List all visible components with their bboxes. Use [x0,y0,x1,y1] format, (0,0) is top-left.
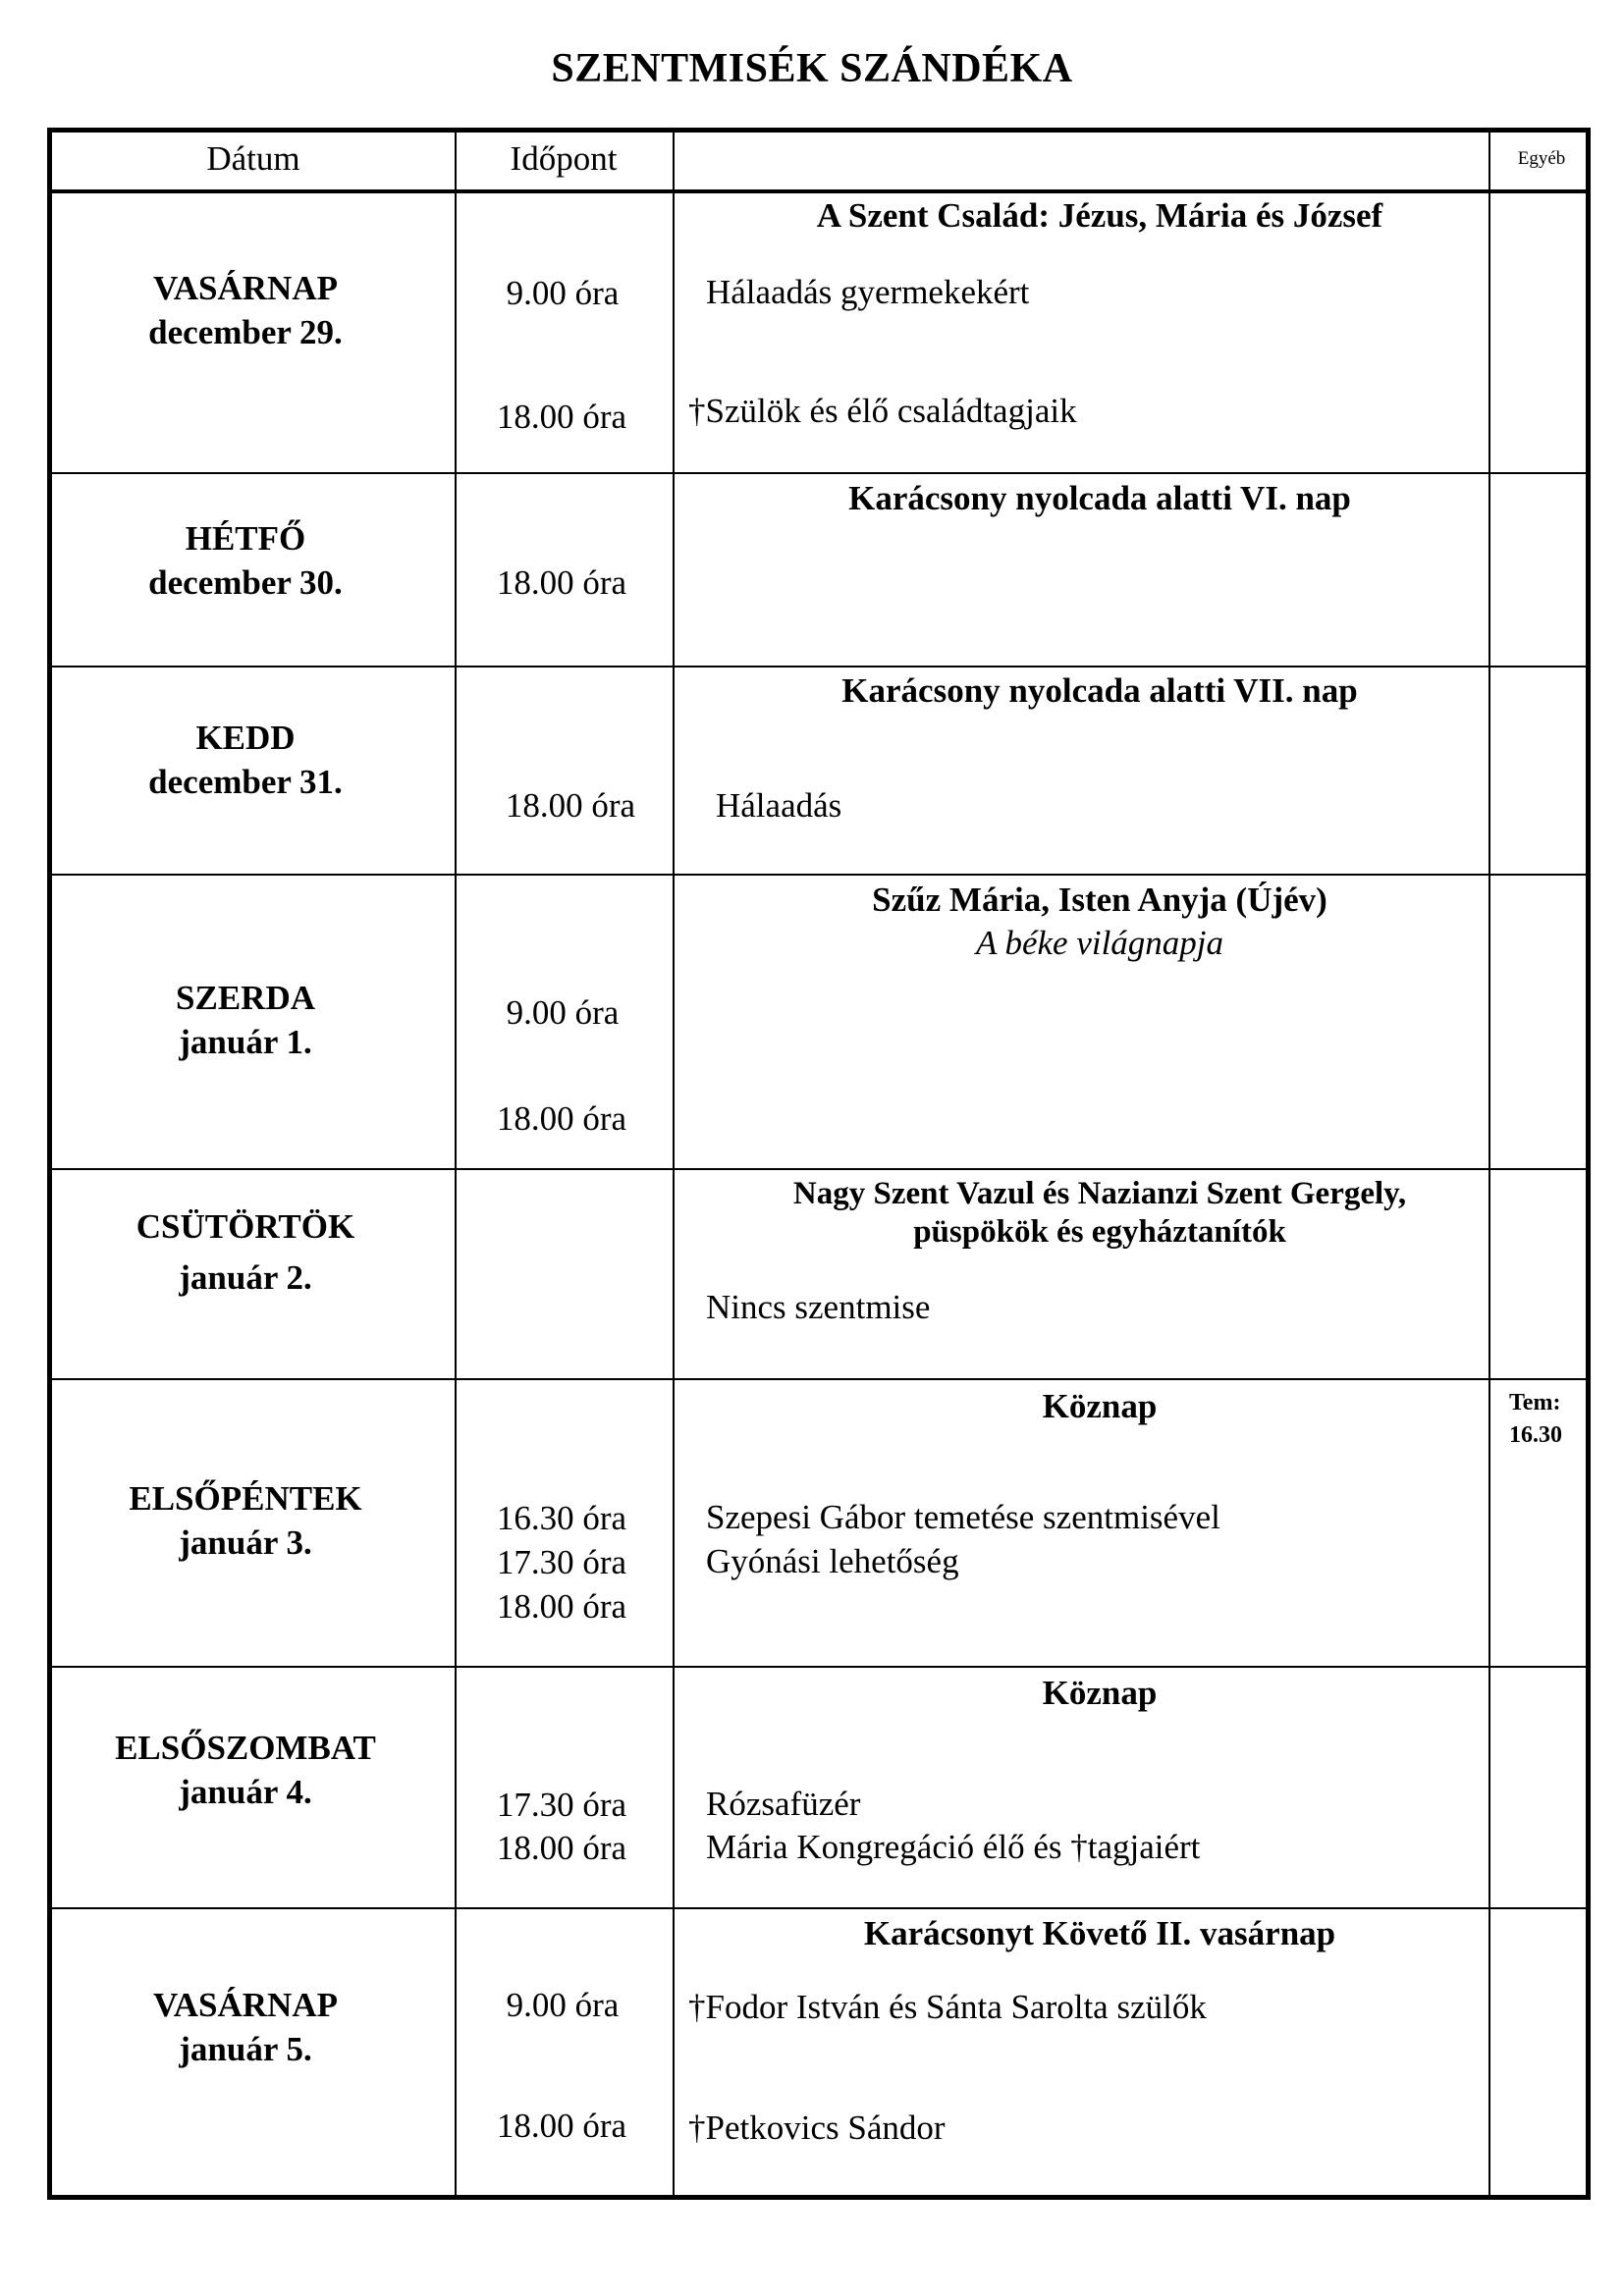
mass-time: 18.00 óra [496,563,627,602]
column-divider [1489,133,1490,2195]
mass-intention: †Petkovics Sándor [688,2109,946,2147]
row-divider [52,1378,1586,1380]
header-other: Egyéb [1517,148,1566,169]
mass-time: 9.00 óra [506,993,620,1032]
row-divider [52,874,1586,876]
mass-time: 17.30 óra [496,1543,627,1581]
feast-subtitle: A béke világnapja [975,924,1224,962]
mass-intention: †Szülök és élő családtagjaik [688,392,1077,430]
page-title: SZENTMISÉK SZÁNDÉKA [551,46,1073,91]
day-weekday: CSÜTÖRTÖK [135,1207,355,1246]
feast-title-line: Nagy Szent Vazul és Nazianzi Szent Gergely, [792,1176,1407,1211]
day-date: december 29. [148,313,343,351]
day-date: január 1. [179,1023,312,1061]
mass-intention: Rózsafüzér [706,1785,861,1823]
day-date: december 30. [148,563,343,602]
column-divider [455,133,457,2195]
mass-time: 18.00 óra [496,1099,627,1138]
other-note: Tem: [1509,1390,1561,1415]
feast-title: Karácsony nyolcada alatti VI. nap [848,479,1351,517]
mass-intention: Hálaadás gyermekekért [706,273,1030,311]
mass-time: 18.00 óra [496,398,627,436]
header-date: Dátum [206,139,300,178]
mass-time: 17.30 óra [496,1786,627,1824]
row-divider [52,472,1586,474]
mass-time: 18.00 óra [496,1587,627,1626]
row-divider [52,1907,1586,1909]
day-date: január 5. [179,2030,312,2068]
other-note: 16.30 [1509,1422,1562,1448]
day-date: január 4. [179,1773,312,1811]
column-divider [673,133,675,2195]
mass-intention: Szepesi Gábor temetése szentmisével [706,1498,1220,1536]
mass-time: 16.30 óra [496,1499,627,1537]
day-weekday: SZERDA [176,979,315,1017]
feast-title: Karácsony nyolcada alatti VII. nap [841,671,1358,710]
mass-time: 18.00 óra [496,1829,627,1867]
mass-time: 9.00 óra [506,1986,620,2024]
mass-intention: Hálaadás [716,786,842,825]
row-divider [52,1666,1586,1668]
day-weekday: VASÁRNAP [153,269,338,307]
day-weekday: HÉTFŐ [185,519,306,558]
feast-title: Karácsonyt Követő II. vasárnap [863,1914,1336,1952]
day-date: január 3. [179,1523,312,1562]
day-weekday: ELSŐPÉNTEK [129,1479,362,1518]
header-divider [52,189,1586,193]
day-weekday: ELSŐSZOMBAT [115,1729,376,1767]
feast-title: Köznap [1042,1674,1158,1712]
feast-title-line: püspökök és egyháztanítók [913,1214,1286,1250]
day-date: január 2. [179,1258,312,1297]
feast-title: A Szent Család: Jézus, Mária és József [816,196,1383,235]
row-divider [52,666,1586,667]
day-weekday: KEDD [195,719,296,757]
mass-time: 18.00 óra [496,2107,627,2145]
row-divider [52,1168,1586,1170]
mass-time: 18.00 óra [505,786,636,825]
mass-intentions-table [47,128,1591,2200]
day-date: december 31. [148,763,343,801]
mass-intention: †Fodor István és Sánta Sarolta szülők [688,1988,1207,2026]
mass-time: 9.00 óra [506,274,620,312]
mass-intention: Mária Kongregáció élő és †tagjaiért [706,1828,1201,1866]
mass-intention: Gyónási lehetőség [706,1542,959,1580]
feast-title: Szűz Mária, Isten Anyja (Újév) [872,881,1327,919]
mass-intention: Nincs szentmise [706,1288,931,1326]
feast-title: Köznap [1042,1387,1158,1425]
header-time: Időpont [510,139,618,178]
day-weekday: VASÁRNAP [153,1986,338,2024]
